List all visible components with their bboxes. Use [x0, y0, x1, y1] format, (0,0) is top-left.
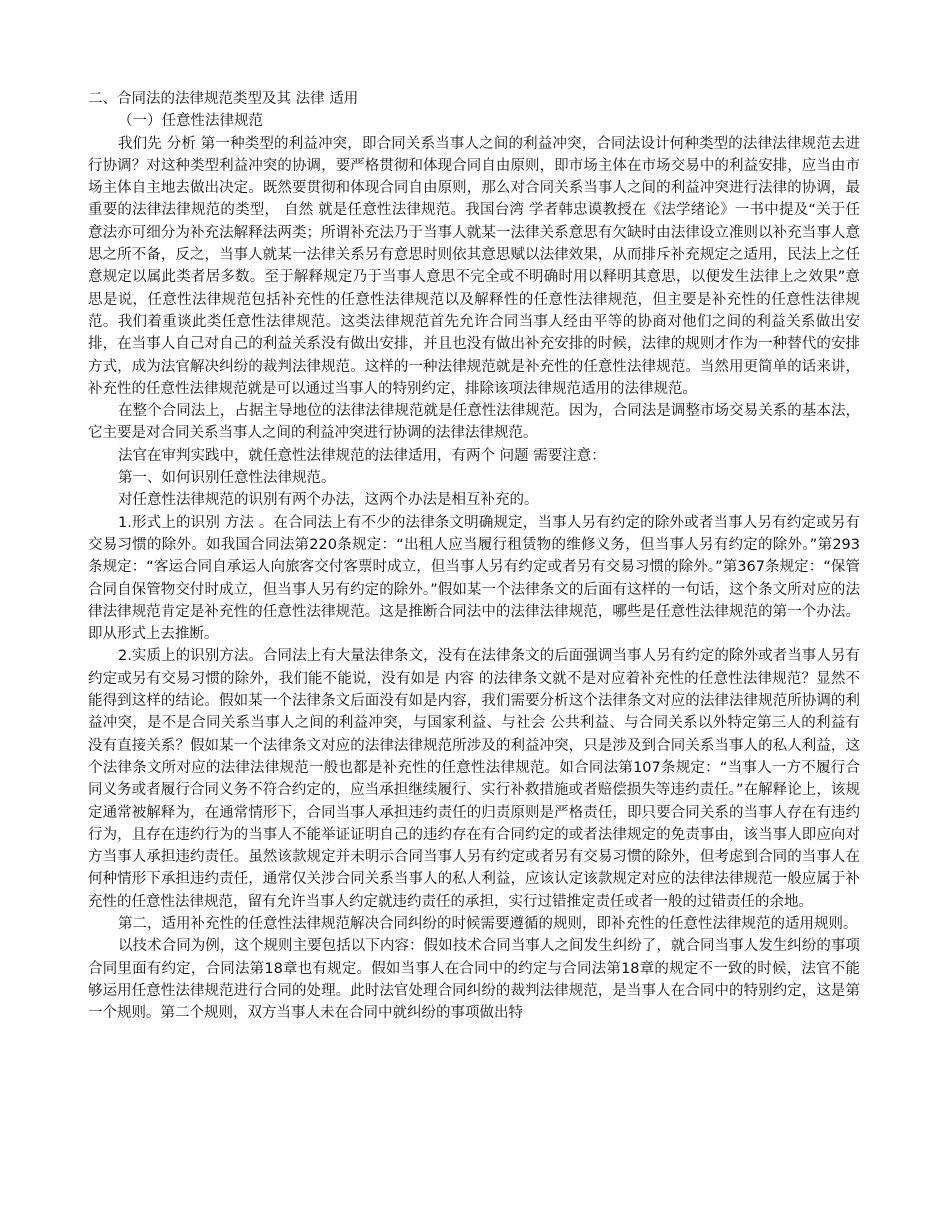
paragraph: 第一、如何识别任意性法律规范。	[118, 470, 336, 487]
paragraph: 以技术合同为例，这个规则主要包括以下内容：假如技术合同当事人之间发生纠纷了，就合同当事人发生纠纷的事项合同里面有约定，合同法第18章也有规定。假如当事人在合同中的约定与合同法第18章的规定不一致的时候，法官不能够运用任意性法律规范进行合同的处理。此时法官处理合同纠纷的裁判法律规范，是当事人在合同中的特别约定，这是第一个规则。第二个规则，双方当事人未在合同中就纠纷的事项做出特	[88, 938, 860, 1022]
paragraph: 对任意性法律规范的识别有两个办法，这两个办法是相互补充的。	[118, 492, 539, 509]
paragraph: 2.实质上的识别方法。合同法上有大量法律条文，没有在法律条文的后面强调当事人另有约定的除外或者当事人另有约定或另有交易习惯的除外，我们能不能说，没有如是 内容 的法律条文就不是对应着补充性的任意性法律规范？显然不能得到这样的结论。假如某一个法律条文后面没有如是内容，我们需要分析这个法律条文对应的法律法律规范所协调的利益冲突，是不是合同关系当事人之间的利益冲突，与国家利益、与社会 公共利益、与合同关系以外特定第三人的利益有没有直接关系？假如某一个法律条文对应的法律法律规范所涉及的利益冲突，只是涉及到合同关系当事人的私人利益，这个法律条文所对应的法律法律规范一般也都是补充性的任意性法律规范。如合同法第107条规定：“当事人一方不履行合同义务或者履行合同义务不符合约定的，应当承担继续履行、实行补救措施或者赔偿损失等违约责任。”在解释论上，该规定通常被解释为，在通常情形下，合同当事人承担违约责任的归责原则是严格责任，即只要合同关系的当事人存在有违约行为，且存在违约行为的当事人不能举证证明自己的违约存在有合同约定的或者法律规定的免责事由，该当事人即应向对方当事人承担违约责任。虽然该款规定并未明示合同当事人另有约定或者另有交易习惯的除外，但考虑到合同的当事人在何种情形下承担违约责任，通常仅关涉合同关系当事人的私人利益，应该认定该款规定对应的法律法律规范一般应属于补充性的任意性法律规范，留有允许当事人约定就违约责任的承担，实行过错推定责任或者一般的过错责任的余地。	[88, 648, 860, 910]
paragraph: 第二，适用补充性的任意性法律规范解决合同纠纷的时候需要遵循的规则，即补充性的任意性法律规范的适用规则。	[118, 915, 858, 932]
paragraph: 1.形式上的识别 方法 。在合同法上有不少的法律条文明确规定，当事人另有约定的除外或者当事人另有约定或另有交易习惯的除外。如我国合同法第220条规定：“出租人应当履行租赁物的维修义务，但当事人另有约定的除外。”第293条规定：“客运合同自承运人向旅客交付客票时成立，但当事人另有约定或者另有交易习惯的除外。”第367条规定：“保管合同自保管物交付时成立，但当事人另有约定的除外。”假如某一个法律条文的后面有这样的一句话，这个条文所对应的法律法律规范肯定是补充性的任意性法律规范。这是推断合同法中的法律法律规范，哪些是任意性法律规范的第一个办法。即从形式上去推断。	[88, 514, 860, 643]
document-page	[88, 88, 860, 1024]
paragraph: 我们先 分析 第一种类型的利益冲突，即合同关系当事人之间的利益冲突，合同法设计何种类型的法律法律规范去进行协调？对这种类型利益冲突的协调，要严格贯彻和体现合同自由原则，即市场主体在市场交易中的利益安排，应当由市场主体自主地去做出决定。既然要贯彻和体现合同自由原则，那么对合同关系当事人之间的利益冲突进行法律的协调，最重要的法律法律规范的类型， 自然 就是任意性法律规范。我国台湾 学者韩忠谟教授在《法学绪论》一书中提及“关于任意法亦可细分为补充法解释法两类；所谓补充法乃于当事人就某一法律关系意思有欠缺时由法律设立准则以补充当事人意思之所不备，反之，当事人就某一法律关系另有意思时则依其意思赋以法律效果，从而排斥补充规定之适用，民法上之任意规定以属此类者居多数。至于解释规定乃于当事人意思不完全或不明确时用以释明其意思，以便发生法律上之效果”意思是说，任意性法律规范包括补充性的任意性法律规范以及解释性的任意性法律规范，但主要是补充性的任意性法律规范。我们着重谈此类任意性法律规范。这类法律规范首先允许合同当事人经由平等的协商对他们之间的利益关系做出安排，在当事人自己对自己的利益关系没有做出安排，并且也没有做出补充安排的时候，法律的规则才作为一种替代的安排方式，成为法官解决纠纷的裁判法律规范。这样的一种法律规范就是补充性的任意性法律规范。当然用更简单的话来讲，补充性的任意性法律规范就是可以通过当事人的特别约定，排除该项法律规范适用的法律规范。	[88, 135, 860, 397]
paragraph: 法官在审判实践中，就任意性法律规范的法律适用，有两个 问题 需要注意：	[118, 447, 606, 464]
section-heading: 二、合同法的法律规范类型及其 法律 适用	[88, 91, 359, 107]
subsection-heading: （一）任意性法律规范	[118, 113, 263, 130]
paragraph: 在整个合同法上，占据主导地位的法律法律规范就是任意性法律规范。因为，合同法是调整市场交易关系的基本法，它主要是对合同关系当事人之间的利益冲突进行协调的法律法律规范。	[88, 403, 860, 442]
